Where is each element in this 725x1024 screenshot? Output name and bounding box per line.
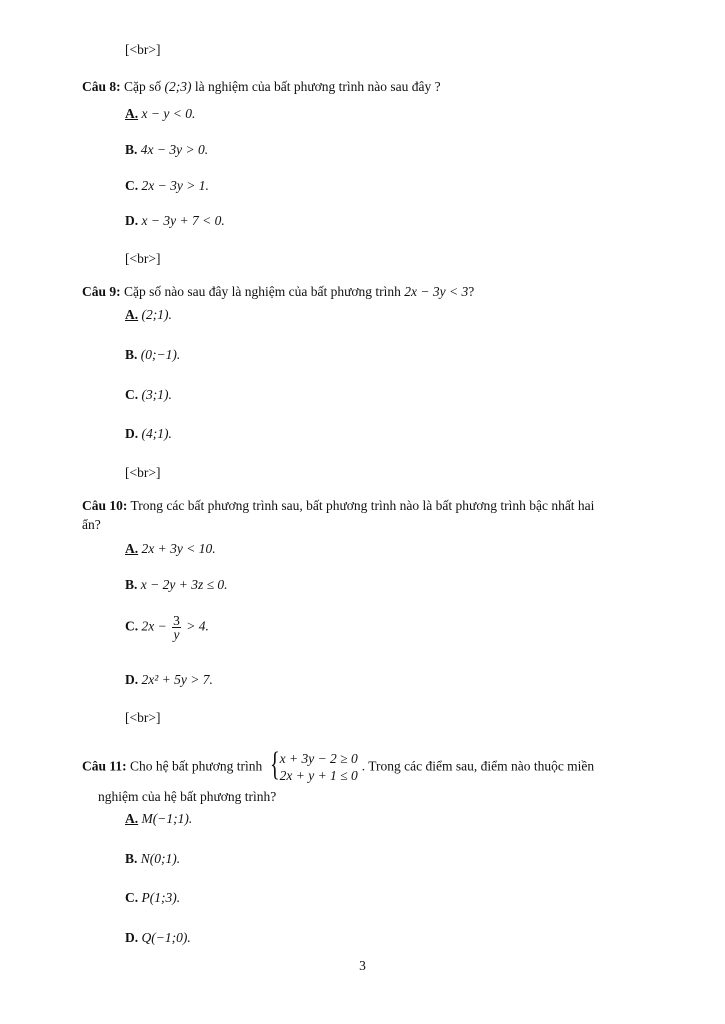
option-math: (2;1). — [141, 307, 172, 322]
question-label: Câu 11: — [82, 758, 127, 774]
option-math: x − 2y + 3z ≤ 0. — [140, 577, 228, 592]
q9-option-b — [125, 346, 180, 364]
question-text: Cặp số — [120, 79, 165, 94]
option-label: B. — [125, 347, 138, 362]
option-math: 2x − — [141, 618, 171, 634]
inequality-system — [269, 746, 358, 785]
br-tag: [<br>] — [125, 251, 161, 266]
page-number: 3 — [359, 958, 366, 973]
option-label: D. — [125, 930, 139, 945]
fraction-denominator: y — [173, 627, 180, 642]
option-label: D. — [125, 426, 139, 441]
q11-option-c — [125, 889, 180, 907]
option-math: N(0;1). — [140, 851, 181, 866]
option-math: M(−1;1). — [141, 811, 193, 826]
question-9 — [82, 283, 474, 301]
question-11-line2: nghiệm của hệ bất phương trình? — [98, 789, 277, 804]
option-math: P(1;3). — [141, 890, 181, 905]
option-math: 2x² + 5y > 7. — [141, 672, 213, 687]
left-brace-icon: { — [269, 746, 280, 783]
option-label: C. — [125, 890, 139, 905]
option-label: A. — [125, 811, 139, 826]
q8-option-d — [125, 212, 225, 230]
q9-option-c — [125, 386, 172, 404]
q11-option-b — [125, 850, 180, 868]
question-text: Cặp số nào sau đây là nghiệm của bất phương trình — [120, 284, 405, 299]
system-row-1: x + 3y − 2 ≥ 0 — [279, 751, 358, 766]
option-label: B. — [125, 577, 138, 592]
q9-option-a — [125, 306, 172, 324]
option-math: x − 3y + 7 < 0. — [141, 213, 225, 228]
question-label: Câu 8: — [82, 79, 121, 94]
question-text: . Trong các điểm sau, điểm nào thuộc miền — [361, 758, 595, 774]
option-label: A. — [125, 307, 139, 322]
system-row-2: 2x + y + 1 ≤ 0 — [279, 768, 358, 783]
option-label: B. — [125, 142, 138, 157]
fraction — [172, 614, 181, 641]
br-tag: [<br>] — [125, 42, 161, 57]
q8-option-b — [125, 141, 208, 159]
option-label: D. — [125, 672, 139, 687]
q8-option-c — [125, 177, 209, 195]
question-label: Câu 10: — [82, 498, 128, 513]
question-text: ? — [468, 284, 475, 299]
q10-option-b — [125, 576, 228, 594]
math-pair: (2;3) — [164, 79, 192, 94]
question-10-line2: ẩn? — [82, 517, 101, 532]
q11-option-a — [125, 810, 192, 828]
option-label: D. — [125, 213, 139, 228]
question-text: Cho hệ bất phương trình — [126, 758, 266, 774]
q9-option-d — [125, 425, 172, 443]
option-math: Q(−1;0). — [141, 930, 191, 945]
q10-option-c — [125, 614, 209, 641]
fraction-numerator: 3 — [173, 613, 180, 628]
question-8 — [82, 78, 441, 96]
option-math: 2x − 3y > 1. — [141, 178, 209, 193]
br-tag: [<br>] — [125, 710, 161, 725]
option-label: A. — [125, 106, 139, 121]
option-math: > 4. — [182, 618, 209, 634]
q10-option-d — [125, 671, 213, 689]
br-tag: [<br>] — [125, 465, 161, 480]
question-11 — [82, 746, 595, 785]
question-text: là nghiệm của bất phương trình nào sau đây ? — [191, 79, 441, 94]
option-math: (0;−1). — [140, 347, 181, 362]
option-label: A. — [125, 541, 139, 556]
option-label: B. — [125, 851, 138, 866]
question-text: Trong các bất phương trình sau, bất phương trình nào là bất phương trình bậc nhất hai — [127, 498, 595, 513]
question-10 — [82, 497, 594, 515]
option-math: 4x − 3y > 0. — [140, 142, 209, 157]
option-label: C. — [125, 178, 139, 193]
option-math: x − y < 0. — [141, 106, 196, 121]
question-label: Câu 9: — [82, 284, 121, 299]
option-math: (4;1). — [141, 426, 172, 441]
q8-option-a — [125, 105, 195, 123]
option-label: C. — [125, 618, 139, 634]
option-math: 2x + 3y < 10. — [141, 541, 216, 556]
math-inequality: 2x − 3y < 3 — [404, 284, 469, 299]
q10-option-a — [125, 540, 216, 558]
option-math: (3;1). — [141, 387, 172, 402]
option-label: C. — [125, 387, 139, 402]
q11-option-d — [125, 929, 191, 947]
